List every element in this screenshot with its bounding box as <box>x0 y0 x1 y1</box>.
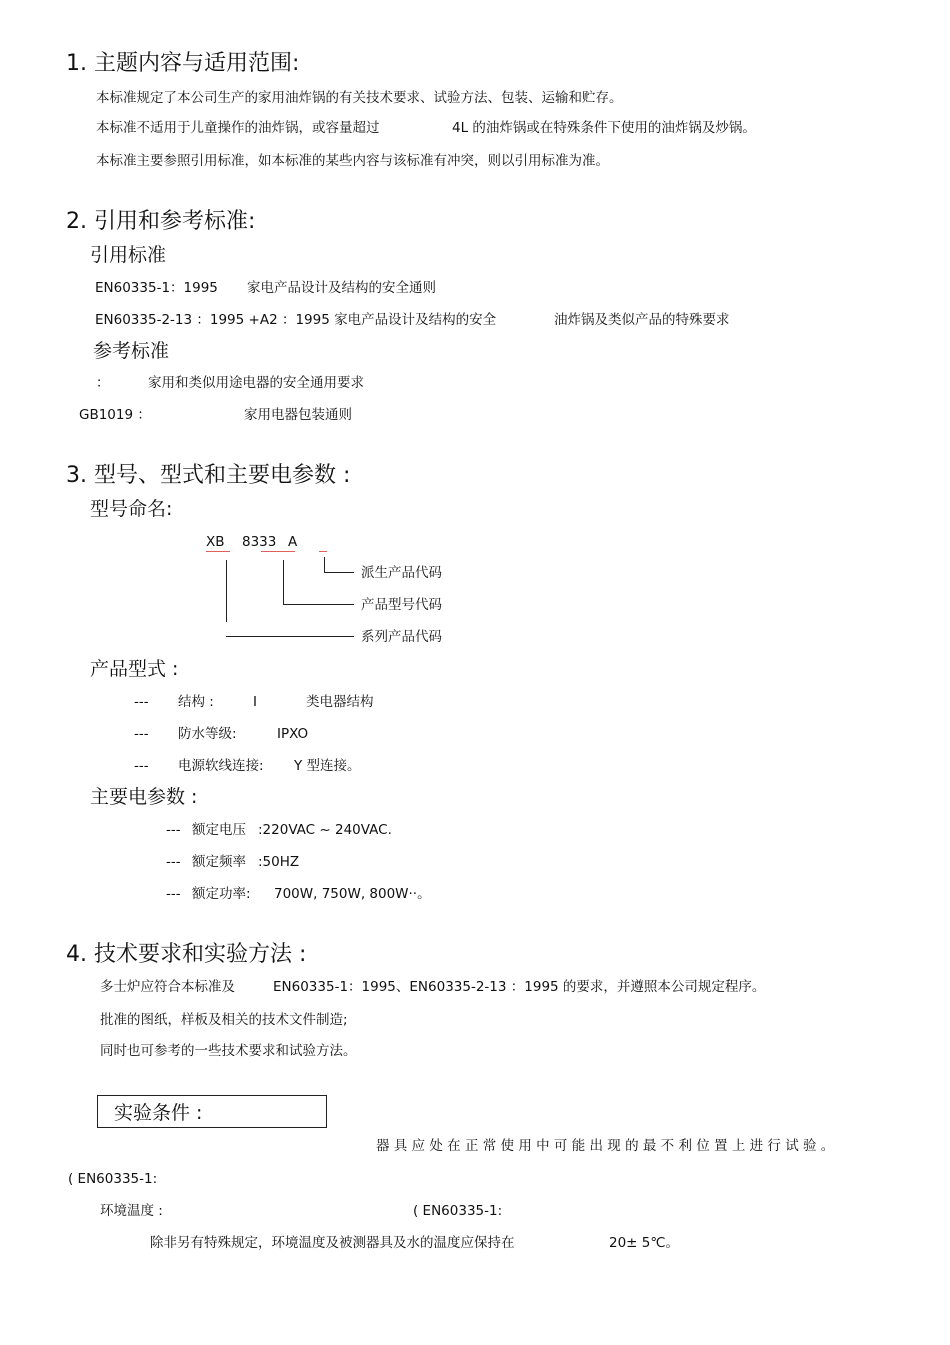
env-temperature-ref: ( EN60335-1: <box>413 1203 503 1219</box>
product-type-heading: 产品型式 : <box>90 658 179 680</box>
env-temperature-value: 20± 5℃。 <box>609 1235 680 1251</box>
test-conditions-heading: 实验条件 : <box>114 1102 203 1124</box>
derived-code-label: 派生产品代码 <box>361 565 442 581</box>
power-value: 700W, 750W, 800W··。 <box>274 886 431 902</box>
electrical-params-heading: 主要电参数 : <box>90 786 198 808</box>
ref-2-code: GB1019 ： <box>79 407 151 423</box>
s4-paragraph-1a: 多士炉应符合本标准及 <box>100 979 235 995</box>
env-temperature-label: 环境温度 : <box>100 1203 163 1219</box>
structure-value: I <box>253 694 257 710</box>
power-label: 额定功率: <box>192 886 251 902</box>
voltage-label: 额定电压 <box>192 822 246 838</box>
section-3-title: 3. 型号、型式和主要电参数 : <box>66 463 351 488</box>
cited-standards-heading: 引用标准 <box>90 244 167 266</box>
s1-paragraph-1: 本标准规定了本公司生产的家用油炸锅的有关技术要求、试验方法、包装、运输和贮存。 <box>96 90 623 106</box>
dash: --- <box>134 758 149 774</box>
section-2-title: 2. 引用和参考标准: <box>66 209 256 234</box>
frequency-label: 额定频率 <box>192 854 246 870</box>
test-condition-1: 器 具 应 处 在 正 常 使 用 中 可 能 出 现 的 最 不 利 位 置 上 进 行 试 验 。 <box>376 1138 835 1154</box>
test-condition-ref: ( EN60335-1: <box>68 1171 158 1187</box>
derived-connector-h <box>324 572 354 573</box>
waterproof-value: IPXO <box>277 726 309 742</box>
section-1-title: 1. 主题内容与适用范围: <box>66 51 300 76</box>
voltage-value: :220VAC ~ 240VAC. <box>258 822 392 838</box>
dash: --- <box>166 854 181 870</box>
cited-1-text: 家电产品设计及结构的安全通则 <box>247 280 436 296</box>
dash: --- <box>166 822 181 838</box>
number-underline <box>261 551 295 552</box>
series-connector-v <box>226 560 227 622</box>
s4-paragraph-1b: EN60335-1：1995、EN60335-2-13 ：1995 的要求，并遵照本公司规定程序。 <box>273 979 766 995</box>
s1-paragraph-2b: 4L 的油炸锅或在特殊条件下使用的油炸锅及炒锅。 <box>452 120 756 136</box>
dash: --- <box>134 726 149 742</box>
model-naming-heading: 型号命名: <box>90 498 173 520</box>
ref-2-text: 家用电器包装通则 <box>244 407 352 423</box>
env-temperature-text: 除非另有特殊规定，环境温度及被测器具及水的温度应保持在 <box>150 1235 515 1251</box>
frequency-value: :50HZ <box>258 854 300 870</box>
model-code-label: 产品型号代码 <box>361 597 442 613</box>
cited-2-text: 油炸锅及类似产品的特殊要求 <box>554 312 730 328</box>
cited-2-code: EN60335-2-13 ：1995 +A2 ：1995 家电产品设计及结构的安全 <box>95 312 497 328</box>
prefix-underline <box>206 551 230 552</box>
model-prefix: XB <box>206 534 225 550</box>
section-4-title: 4. 技术要求和实验方法 : <box>66 942 307 967</box>
s1-paragraph-2a: 本标准不适用于儿童操作的油炸锅，或容量超过 <box>96 120 380 136</box>
model-connector-v <box>283 560 284 604</box>
s4-paragraph-2: 批准的图纸，样板及相关的技术文件制造; <box>100 1012 348 1028</box>
dash: --- <box>134 694 149 710</box>
model-number: 8333 <box>242 534 277 550</box>
model-suffix: A <box>288 534 298 550</box>
structure-suffix: 类电器结构 <box>306 694 374 710</box>
cord-value: Y 型连接。 <box>294 758 361 774</box>
series-connector-h <box>226 636 354 637</box>
cord-label: 电源软线连接: <box>178 758 264 774</box>
structure-label: 结构 : <box>178 694 214 710</box>
ref-1-code: ： <box>96 375 110 391</box>
reference-standards-heading: 参考标准 <box>93 340 170 362</box>
series-code-label: 系列产品代码 <box>361 629 442 645</box>
dash: --- <box>166 886 181 902</box>
model-connector-h <box>283 604 354 605</box>
waterproof-label: 防水等级: <box>178 726 237 742</box>
s1-paragraph-3: 本标准主要参照引用标准，如本标准的某些内容与该标准有冲突，则以引用标准为准。 <box>96 153 609 169</box>
cited-1-code: EN60335-1：1995 <box>95 280 218 296</box>
s4-paragraph-3: 同时也可参考的一些技术要求和试验方法。 <box>100 1043 357 1059</box>
derived-connector-v <box>324 557 325 572</box>
derived-underline <box>319 551 327 552</box>
ref-1-text: 家用和类似用途电器的安全通用要求 <box>148 375 364 391</box>
